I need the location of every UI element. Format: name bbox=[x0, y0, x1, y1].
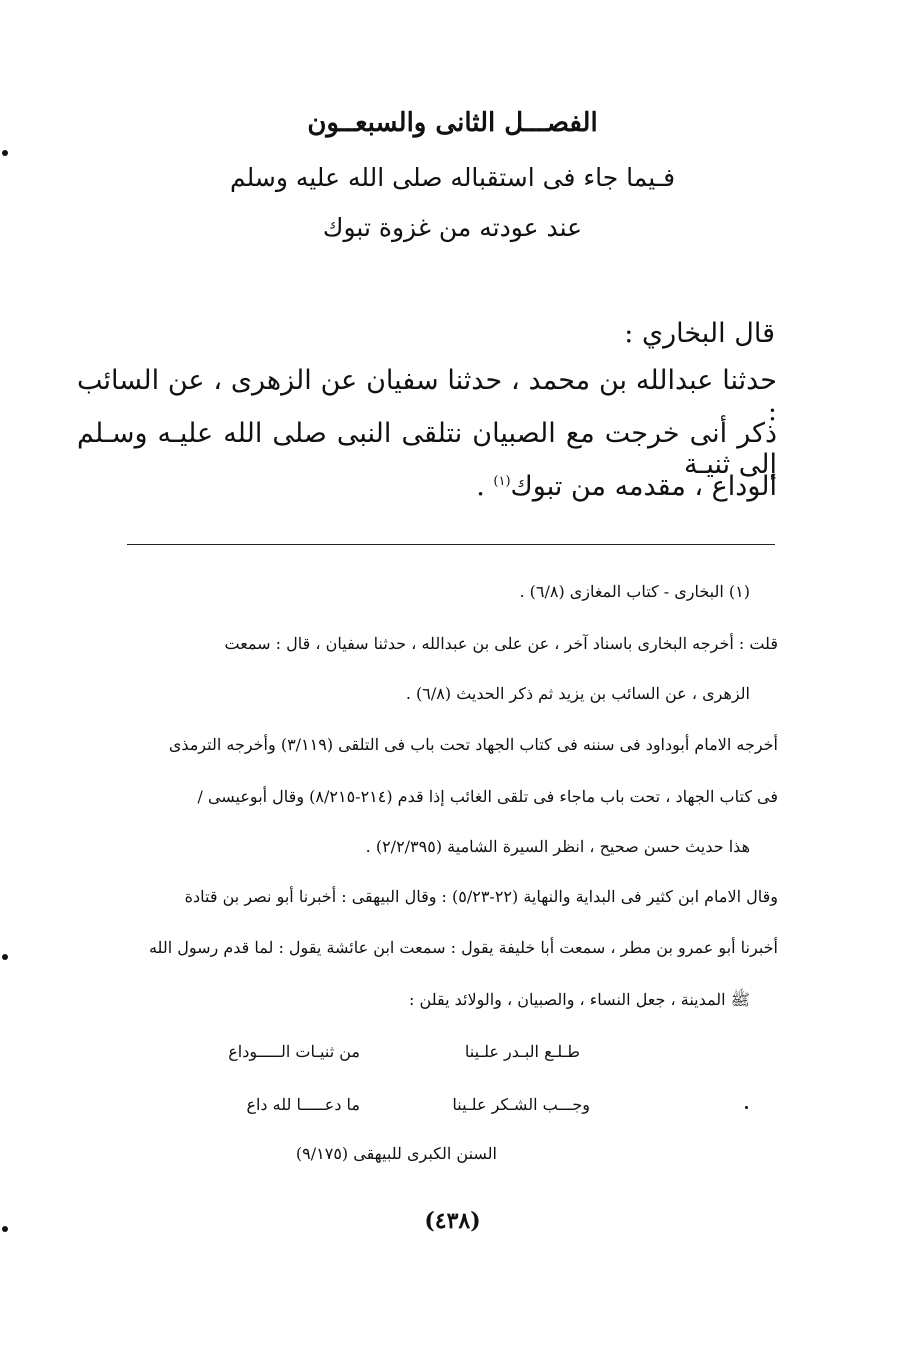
footnote-line4: أخرجه الامام أبوداود فى سننه فى كتاب الجهاد تحت باب فى التلقى (٣/١١٩) وأخرجه الترمذى bbox=[168, 735, 778, 754]
footnote-line3: الزهرى ، عن السائب بن يزيد ثم ذكر الحديث (٦/٨) . bbox=[405, 684, 750, 703]
footnote-separator bbox=[127, 544, 775, 545]
footnote-line8: أخبرنا أبو عمرو بن مطر ، سمعت أبا خليفة يقول : سمعت ابن عائشة يقول : لما قدم رسول الله bbox=[148, 938, 778, 957]
footnote-line2: قلت : أخرجه البخارى باسناد آخر ، عن على بن عبدالله ، حدثنا سفيان ، قال : سمعت bbox=[224, 634, 778, 653]
chapter-subtitle-line1: فـيما جاء فى استقباله صلى الله عليه وسلم bbox=[229, 163, 676, 192]
source-citation: السنن الكبرى للبيهقى (٩/١٧٥) bbox=[295, 1144, 497, 1163]
chapter-subtitle-line2: عند عودته من غزوة تبوك bbox=[322, 213, 583, 242]
poem-verse2-first-hemistich: وجـــب الشـكر علـينا bbox=[452, 1095, 590, 1114]
poem-verse2-second-hemistich: ما دعـــــا لله داع bbox=[246, 1095, 360, 1114]
scan-speck bbox=[2, 1226, 8, 1232]
footnote-line5: فى كتاب الجهاد ، تحت باب ماجاء فى تلقى الغائب إذا قدم (٢١٤-٨/٢١٥) وقال أبوعيسى / bbox=[197, 787, 778, 806]
footnote-line1: (١) البخارى - كتاب المغازى (٦/٨) . bbox=[519, 582, 750, 601]
footnote-line9: ﷺ المدينة ، جعل النساء ، والصبيان ، والولائد يقلن : bbox=[409, 990, 750, 1009]
scan-speck bbox=[2, 150, 8, 156]
hadith-line3-text: الوداع ، مقدمه من تبوك bbox=[510, 471, 777, 502]
hadith-line1: حدثنا عبدالله بن محمد ، حدثنا سفيان عن الزهرى ، عن السائب : bbox=[77, 365, 777, 427]
footnote-reference: (١) bbox=[493, 474, 511, 489]
hadith-intro: قال البخاري : bbox=[624, 318, 775, 349]
page-number: (٤٣٨) bbox=[424, 1208, 481, 1234]
poem-verse1-first-hemistich: طـلـع البـدر علـينا bbox=[464, 1042, 580, 1061]
hadith-line3 bbox=[476, 471, 777, 502]
footnote-line6: هذا حديث حسن صحيح ، انظر السيرة الشامية (٢/٢/٣٩٥) . bbox=[365, 837, 750, 856]
poem-verse1-second-hemistich: من ثنيـات الـــــوداع bbox=[228, 1042, 360, 1061]
footnote-line7: وقال الامام ابن كثير فى البداية والنهاية (٢٢-٥/٢٣) : وقال البيهقى : أخبرنا أبو نصر بن قتادة bbox=[184, 887, 778, 906]
hadith-line3-end: . bbox=[476, 471, 494, 502]
scan-speck bbox=[2, 954, 8, 960]
chapter-title: الفصـــل الثانى والسبعــون bbox=[307, 108, 598, 138]
hadith-line2: ذكر أنى خرجت مع الصبيان نتلقى النبى صلى الله عليـه وسـلم إلى ثنيـة bbox=[77, 418, 777, 480]
scan-speck bbox=[745, 1106, 748, 1109]
